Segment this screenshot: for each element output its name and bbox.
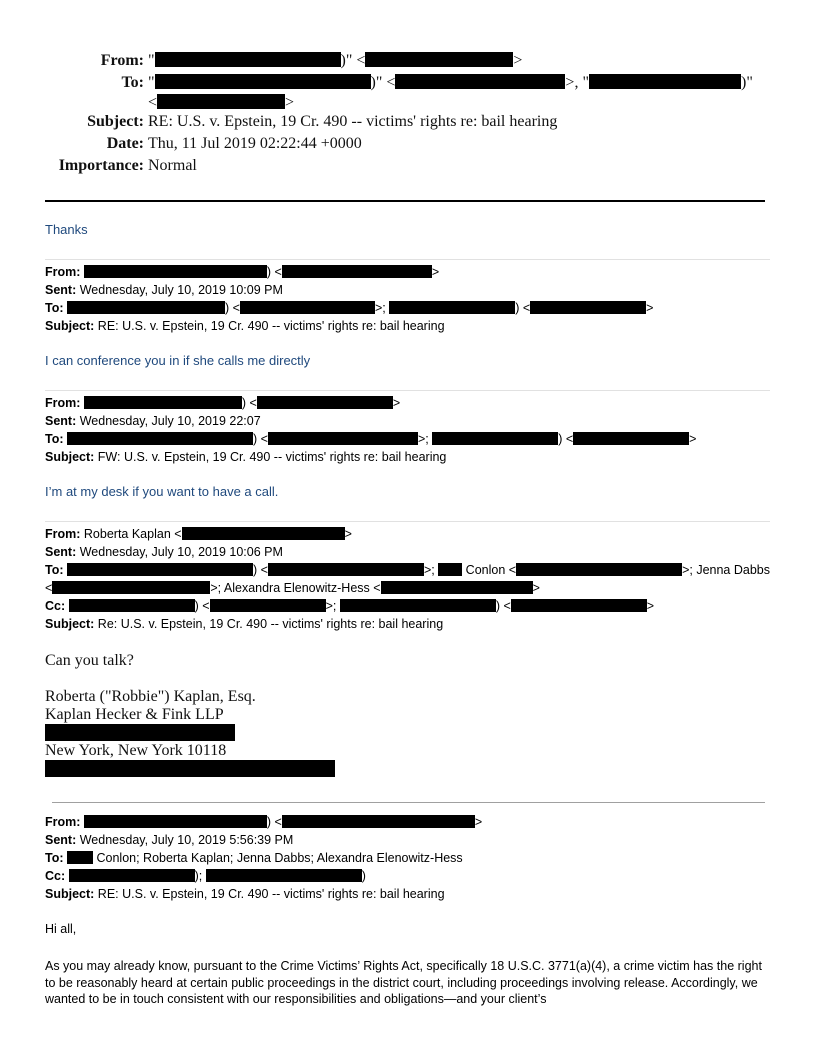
- msg2-reply: I’m at my desk if you want to have a call.: [45, 484, 279, 499]
- message-header-3: From: Roberta Kaplan < > Sent: Wednesday, July 10, 2019 10:06 PM To: ) < >; Conlon < >; Jenna Dabbs < >; Alexandra Elenowitz-Hess < > Cc: ) < >; ) < > Subject: Re: U.S. v. Epstein, 19 Cr. 490 -- victims' rights re: bail hearing: [45, 527, 770, 631]
- header-importance: Normal: [148, 157, 197, 174]
- header-to-label: To:: [121, 74, 144, 91]
- header-to-row: To: " )" < >, " )": [40, 72, 780, 94]
- msg3-subject: Re: U.S. v. Epstein, 19 Cr. 490 -- victims' rights re: bail hearing: [97, 617, 444, 631]
- redaction: [52, 581, 210, 594]
- header-from-row: From: " )" < >: [40, 50, 780, 72]
- message-header-1: From: ) < > Sent: Wednesday, July 10, 2019 10:09 PM To: ) < >; ) < > Subject: RE: U.S. v. Epstein, 19 Cr. 490 -- victims' rights re: bail hearing: [45, 265, 654, 333]
- header-date: Thu, 11 Jul 2019 02:22:44 +0000: [148, 135, 362, 152]
- msg4-to: Conlon; Roberta Kaplan; Jenna Dabbs; Alexandra Elenowitz-Hess: [96, 851, 463, 865]
- redaction: [206, 869, 362, 882]
- header-date-row: [40, 133, 780, 155]
- reply-thanks: Thanks: [45, 222, 88, 237]
- signature-block: [45, 688, 335, 778]
- message-header-4: From: ) < > Sent: Wednesday, July 10, 2019 5:56:39 PM To: Conlon; Roberta Kaplan; Jenna Dabbs; Alexandra Elenowitz-Hess Cc: ); ) Subject: RE: U.S. v. Epstein, 19 Cr. 490 -- victims' rights re: bail hearing: [45, 815, 483, 901]
- signature-city: New York, New York 10118: [45, 742, 227, 759]
- redaction: [573, 432, 689, 445]
- redaction: [438, 563, 462, 576]
- msg1-sent: Wednesday, July 10, 2019 10:09 PM: [79, 283, 283, 297]
- redaction: [365, 52, 513, 67]
- redaction: [67, 432, 253, 445]
- header-subject-row: [40, 111, 780, 133]
- redaction: [389, 301, 515, 314]
- msg4-sent: Wednesday, July 10, 2019 5:56:39 PM: [79, 833, 294, 847]
- redaction: [511, 599, 647, 612]
- email-header: From: " )" < > To: " )" < >, " )" < > Subject: RE: U.S. v. Epstein, 19 Cr. 490 -- victims' rights re: bail hearing Date: Thu, 11 Jul 2019 02:22:44 +0000 Importance: Normal: [40, 50, 780, 177]
- redaction: [268, 432, 418, 445]
- redaction: [210, 599, 326, 612]
- signature-name: Roberta ("Robbie") Kaplan, Esq.: [45, 688, 256, 705]
- redaction: [182, 527, 345, 540]
- redaction: [45, 760, 335, 777]
- msg3-sent: Wednesday, July 10, 2019 10:06 PM: [79, 545, 283, 559]
- header-subject-label: Subject:: [87, 113, 144, 130]
- redaction: [84, 396, 242, 409]
- redaction: [67, 563, 253, 576]
- msg1-subject: RE: U.S. v. Epstein, 19 Cr. 490 -- victims' rights re: bail hearing: [97, 319, 445, 333]
- msg4-greeting: Hi all,: [45, 922, 77, 936]
- redaction: [157, 94, 285, 109]
- redaction: [69, 599, 195, 612]
- redaction: [67, 301, 225, 314]
- redaction: [257, 396, 393, 409]
- redaction: [155, 52, 341, 67]
- header-date-label: Date:: [106, 135, 144, 152]
- redaction: [84, 265, 267, 278]
- redaction: [69, 869, 195, 882]
- redaction: [395, 74, 565, 89]
- redaction: [268, 563, 424, 576]
- message-header-2: From: ) < > Sent: Wednesday, July 10, 2019 22:07 To: ) < >; ) < > Subject: FW: U.S. v. Epstein, 19 Cr. 490 -- victims' rights re: bail hearing: [45, 396, 697, 464]
- redaction: [155, 74, 371, 89]
- message-divider: [45, 521, 770, 522]
- redaction: [530, 301, 646, 314]
- redaction: [516, 563, 682, 576]
- message-divider: [45, 390, 770, 391]
- header-divider: [45, 200, 765, 202]
- message-divider: [52, 802, 765, 803]
- header-importance-label: Importance:: [58, 157, 144, 174]
- redaction: [45, 724, 235, 741]
- redaction: [282, 265, 432, 278]
- header-importance-row: [40, 155, 780, 177]
- msg3-body: Can you talk?: [45, 652, 134, 669]
- header-subject: RE: U.S. v. Epstein, 19 Cr. 490 -- victims' rights re: bail hearing: [148, 113, 558, 130]
- message-divider: [45, 259, 770, 260]
- redaction: [381, 581, 533, 594]
- redaction: [282, 815, 475, 828]
- redaction: [340, 599, 496, 612]
- msg1-reply: I can conference you in if she calls me directly: [45, 353, 311, 368]
- msg4-body: As you may already know, pursuant to the Crime Victims’ Rights Act, specifically 18 U.S.C. 3771(a)(4), a crime victim has the right to be reasonably heard at certain public proceedings in the district court, including proceedings involving release. Accordingly, we wanted to be in touch consistent with our responsibilities and obligations—and your client’s: [45, 959, 762, 1006]
- redaction: [240, 301, 375, 314]
- redaction: [589, 74, 741, 89]
- msg2-sent: Wednesday, July 10, 2019 22:07: [79, 414, 261, 428]
- signature-firm: Kaplan Hecker & Fink LLP: [45, 706, 224, 723]
- msg2-subject: FW: U.S. v. Epstein, 19 Cr. 490 -- victims' rights re: bail hearing: [97, 450, 447, 464]
- header-from-label: From:: [100, 52, 144, 69]
- redaction: [432, 432, 558, 445]
- redaction: [84, 815, 267, 828]
- msg4-subject: RE: U.S. v. Epstein, 19 Cr. 490 -- victims' rights re: bail hearing: [97, 887, 445, 901]
- redaction: [67, 851, 93, 864]
